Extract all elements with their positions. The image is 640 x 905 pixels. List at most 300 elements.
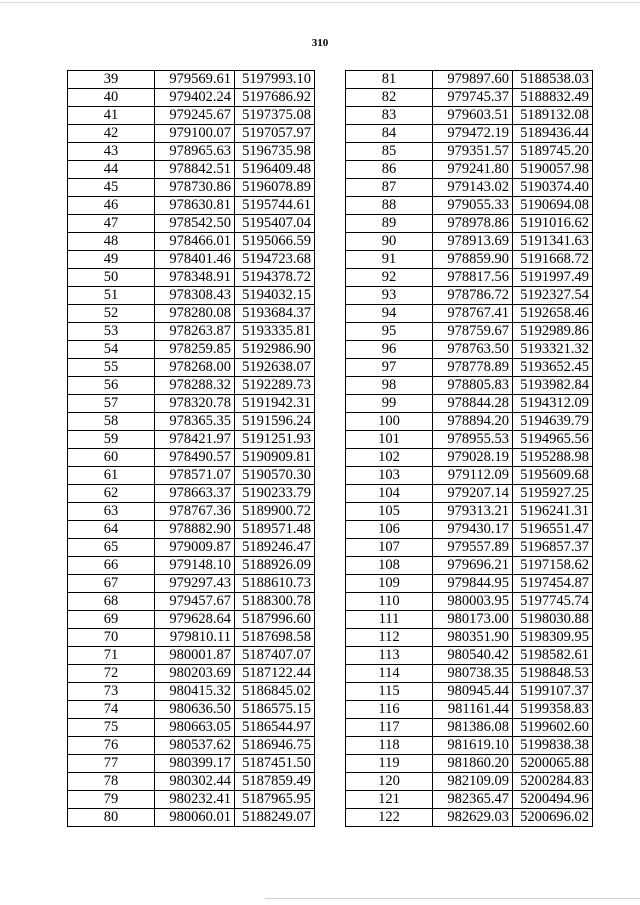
y-coordinate-cell: 5187698.58 <box>235 629 315 647</box>
point-number-cell: 93 <box>346 287 433 305</box>
table-row <box>346 683 593 701</box>
table-row <box>346 773 593 791</box>
y-coordinate-cell: 5199107.37 <box>513 683 593 701</box>
x-coordinate-cell: 978955.53 <box>433 431 513 449</box>
point-number-cell: 75 <box>68 719 155 737</box>
x-coordinate-cell: 978259.85 <box>155 341 235 359</box>
x-coordinate-cell: 978663.37 <box>155 485 235 503</box>
x-coordinate-cell: 978401.46 <box>155 251 235 269</box>
table-row <box>346 503 593 521</box>
point-number-cell: 100 <box>346 413 433 431</box>
table-row <box>68 233 315 251</box>
y-coordinate-cell: 5200284.83 <box>513 773 593 791</box>
table-row <box>346 107 593 125</box>
table-row <box>346 161 593 179</box>
point-number-cell: 76 <box>68 737 155 755</box>
table-row <box>68 323 315 341</box>
table-row <box>346 521 593 539</box>
x-coordinate-cell: 978778.89 <box>433 359 513 377</box>
table-row <box>346 701 593 719</box>
table-row <box>346 287 593 305</box>
y-coordinate-cell: 5192986.90 <box>235 341 315 359</box>
table-row <box>346 755 593 773</box>
table-row <box>346 485 593 503</box>
x-coordinate-cell: 981619.10 <box>433 737 513 755</box>
y-coordinate-cell: 5195288.98 <box>513 449 593 467</box>
y-coordinate-cell: 5191668.72 <box>513 251 593 269</box>
y-coordinate-cell: 5192638.07 <box>235 359 315 377</box>
coordinates-table-left-body <box>68 71 315 827</box>
y-coordinate-cell: 5196409.48 <box>235 161 315 179</box>
y-coordinate-cell: 5190057.98 <box>513 161 593 179</box>
y-coordinate-cell: 5199602.60 <box>513 719 593 737</box>
y-coordinate-cell: 5197057.97 <box>235 125 315 143</box>
table-row <box>346 557 593 575</box>
x-coordinate-cell: 978365.35 <box>155 413 235 431</box>
point-number-cell: 43 <box>68 143 155 161</box>
table-row <box>346 89 593 107</box>
x-coordinate-cell: 979028.19 <box>433 449 513 467</box>
x-coordinate-cell: 980540.42 <box>433 647 513 665</box>
point-number-cell: 48 <box>68 233 155 251</box>
table-row <box>68 197 315 215</box>
x-coordinate-cell: 982109.09 <box>433 773 513 791</box>
point-number-cell: 51 <box>68 287 155 305</box>
x-coordinate-cell: 979351.57 <box>433 143 513 161</box>
table-row <box>346 575 593 593</box>
table-row <box>346 395 593 413</box>
y-coordinate-cell: 5198582.61 <box>513 647 593 665</box>
table-row <box>346 719 593 737</box>
table-row <box>346 449 593 467</box>
x-coordinate-cell: 980351.90 <box>433 629 513 647</box>
y-coordinate-cell: 5189132.08 <box>513 107 593 125</box>
y-coordinate-cell: 5198309.95 <box>513 629 593 647</box>
x-coordinate-cell: 981161.44 <box>433 701 513 719</box>
point-number-cell: 42 <box>68 125 155 143</box>
table-row <box>68 593 315 611</box>
y-coordinate-cell: 5194032.15 <box>235 287 315 305</box>
table-row <box>68 719 315 737</box>
point-number-cell: 115 <box>346 683 433 701</box>
y-coordinate-cell: 5193684.37 <box>235 305 315 323</box>
x-coordinate-cell: 980001.87 <box>155 647 235 665</box>
y-coordinate-cell: 5191016.62 <box>513 215 593 233</box>
y-coordinate-cell: 5193335.81 <box>235 323 315 341</box>
y-coordinate-cell: 5188300.78 <box>235 593 315 611</box>
table-row <box>346 341 593 359</box>
point-number-cell: 41 <box>68 107 155 125</box>
y-coordinate-cell: 5198848.53 <box>513 665 593 683</box>
point-number-cell: 58 <box>68 413 155 431</box>
point-number-cell: 45 <box>68 179 155 197</box>
y-coordinate-cell: 5187965.95 <box>235 791 315 809</box>
table-row <box>68 107 315 125</box>
y-coordinate-cell: 5197993.10 <box>235 71 315 89</box>
x-coordinate-cell: 979628.64 <box>155 611 235 629</box>
y-coordinate-cell: 5191997.49 <box>513 269 593 287</box>
x-coordinate-cell: 980636.50 <box>155 701 235 719</box>
x-coordinate-cell: 982365.47 <box>433 791 513 809</box>
x-coordinate-cell: 978859.90 <box>433 251 513 269</box>
y-coordinate-cell: 5190233.79 <box>235 485 315 503</box>
point-number-cell: 104 <box>346 485 433 503</box>
table-row <box>346 233 593 251</box>
point-number-cell: 80 <box>68 809 155 827</box>
x-coordinate-cell: 978490.57 <box>155 449 235 467</box>
page-number: 310 <box>311 37 329 49</box>
table-row <box>68 143 315 161</box>
x-coordinate-cell: 978978.86 <box>433 215 513 233</box>
x-coordinate-cell: 978767.41 <box>433 305 513 323</box>
x-coordinate-cell: 979569.61 <box>155 71 235 89</box>
y-coordinate-cell: 5197375.08 <box>235 107 315 125</box>
point-number-cell: 50 <box>68 269 155 287</box>
table-row <box>346 143 593 161</box>
x-coordinate-cell: 979897.60 <box>433 71 513 89</box>
y-coordinate-cell: 5197158.62 <box>513 557 593 575</box>
point-number-cell: 81 <box>346 71 433 89</box>
y-coordinate-cell: 5190909.81 <box>235 449 315 467</box>
point-number-cell: 92 <box>346 269 433 287</box>
point-number-cell: 120 <box>346 773 433 791</box>
table-row <box>68 251 315 269</box>
x-coordinate-cell: 978263.87 <box>155 323 235 341</box>
point-number-cell: 77 <box>68 755 155 773</box>
table-row <box>68 161 315 179</box>
y-coordinate-cell: 5189900.72 <box>235 503 315 521</box>
x-coordinate-cell: 980232.41 <box>155 791 235 809</box>
table-row <box>346 647 593 665</box>
point-number-cell: 106 <box>346 521 433 539</box>
y-coordinate-cell: 5194312.09 <box>513 395 593 413</box>
point-number-cell: 87 <box>346 179 433 197</box>
point-number-cell: 98 <box>346 377 433 395</box>
y-coordinate-cell: 5196078.89 <box>235 179 315 197</box>
table-row <box>346 467 593 485</box>
y-coordinate-cell: 5190570.30 <box>235 467 315 485</box>
x-coordinate-cell: 978466.01 <box>155 233 235 251</box>
point-number-cell: 40 <box>68 89 155 107</box>
table-row <box>68 431 315 449</box>
x-coordinate-cell: 979472.19 <box>433 125 513 143</box>
table-row <box>346 539 593 557</box>
x-coordinate-cell: 980399.17 <box>155 755 235 773</box>
table-row <box>346 377 593 395</box>
x-coordinate-cell: 978268.00 <box>155 359 235 377</box>
y-coordinate-cell: 5196551.47 <box>513 521 593 539</box>
x-coordinate-cell: 979207.14 <box>433 485 513 503</box>
point-number-cell: 71 <box>68 647 155 665</box>
y-coordinate-cell: 5189571.48 <box>235 521 315 539</box>
x-coordinate-cell: 980302.44 <box>155 773 235 791</box>
coordinates-table-left <box>67 70 315 827</box>
point-number-cell: 73 <box>68 683 155 701</box>
coordinates-table-right-body <box>346 71 593 827</box>
point-number-cell: 66 <box>68 557 155 575</box>
table-row <box>68 467 315 485</box>
table-row <box>68 701 315 719</box>
y-coordinate-cell: 5193652.45 <box>513 359 593 377</box>
x-coordinate-cell: 980537.62 <box>155 737 235 755</box>
y-coordinate-cell: 5197686.92 <box>235 89 315 107</box>
table-row <box>68 125 315 143</box>
x-coordinate-cell: 979810.11 <box>155 629 235 647</box>
table-row <box>68 629 315 647</box>
point-number-cell: 82 <box>346 89 433 107</box>
table-row <box>68 269 315 287</box>
table-row <box>346 215 593 233</box>
x-coordinate-cell: 978913.69 <box>433 233 513 251</box>
table-row <box>68 737 315 755</box>
x-coordinate-cell: 978571.07 <box>155 467 235 485</box>
point-number-cell: 59 <box>68 431 155 449</box>
point-number-cell: 88 <box>346 197 433 215</box>
point-number-cell: 70 <box>68 629 155 647</box>
table-row <box>346 737 593 755</box>
y-coordinate-cell: 5193321.32 <box>513 341 593 359</box>
table-row <box>346 611 593 629</box>
table-row <box>68 755 315 773</box>
table-row <box>346 125 593 143</box>
x-coordinate-cell: 980663.05 <box>155 719 235 737</box>
x-coordinate-cell: 979696.21 <box>433 557 513 575</box>
table-row <box>346 197 593 215</box>
point-number-cell: 85 <box>346 143 433 161</box>
point-number-cell: 78 <box>68 773 155 791</box>
point-number-cell: 121 <box>346 791 433 809</box>
point-number-cell: 84 <box>346 125 433 143</box>
table-row <box>346 809 593 827</box>
x-coordinate-cell: 981386.08 <box>433 719 513 737</box>
x-coordinate-cell: 978817.56 <box>433 269 513 287</box>
y-coordinate-cell: 5194723.68 <box>235 251 315 269</box>
y-coordinate-cell: 5199838.38 <box>513 737 593 755</box>
x-coordinate-cell: 980415.32 <box>155 683 235 701</box>
y-coordinate-cell: 5187451.50 <box>235 755 315 773</box>
table-row <box>346 593 593 611</box>
y-coordinate-cell: 5192658.46 <box>513 305 593 323</box>
x-coordinate-cell: 982629.03 <box>433 809 513 827</box>
x-coordinate-cell: 978882.90 <box>155 521 235 539</box>
point-number-cell: 64 <box>68 521 155 539</box>
point-number-cell: 55 <box>68 359 155 377</box>
table-row <box>68 791 315 809</box>
point-number-cell: 65 <box>68 539 155 557</box>
table-row <box>68 89 315 107</box>
y-coordinate-cell: 5198030.88 <box>513 611 593 629</box>
point-number-cell: 109 <box>346 575 433 593</box>
table-row <box>68 773 315 791</box>
point-number-cell: 111 <box>346 611 433 629</box>
y-coordinate-cell: 5187407.07 <box>235 647 315 665</box>
x-coordinate-cell: 978844.28 <box>433 395 513 413</box>
point-number-cell: 69 <box>68 611 155 629</box>
y-coordinate-cell: 5186845.02 <box>235 683 315 701</box>
x-coordinate-cell: 979603.51 <box>433 107 513 125</box>
x-coordinate-cell: 978542.50 <box>155 215 235 233</box>
table-row <box>68 647 315 665</box>
y-coordinate-cell: 5187122.44 <box>235 665 315 683</box>
y-coordinate-cell: 5200065.88 <box>513 755 593 773</box>
table-row <box>68 305 315 323</box>
point-number-cell: 103 <box>346 467 433 485</box>
y-coordinate-cell: 5189745.20 <box>513 143 593 161</box>
x-coordinate-cell: 979457.67 <box>155 593 235 611</box>
y-coordinate-cell: 5197454.87 <box>513 575 593 593</box>
table-row <box>346 791 593 809</box>
point-number-cell: 57 <box>68 395 155 413</box>
y-coordinate-cell: 5190694.08 <box>513 197 593 215</box>
y-coordinate-cell: 5195609.68 <box>513 467 593 485</box>
y-coordinate-cell: 5192289.73 <box>235 377 315 395</box>
x-coordinate-cell: 980173.00 <box>433 611 513 629</box>
x-coordinate-cell: 979745.37 <box>433 89 513 107</box>
x-coordinate-cell: 978965.63 <box>155 143 235 161</box>
y-coordinate-cell: 5190374.40 <box>513 179 593 197</box>
point-number-cell: 56 <box>68 377 155 395</box>
x-coordinate-cell: 978894.20 <box>433 413 513 431</box>
point-number-cell: 63 <box>68 503 155 521</box>
table-row <box>68 215 315 233</box>
y-coordinate-cell: 5194378.72 <box>235 269 315 287</box>
x-coordinate-cell: 978280.08 <box>155 305 235 323</box>
table-row <box>346 629 593 647</box>
point-number-cell: 110 <box>346 593 433 611</box>
y-coordinate-cell: 5187996.60 <box>235 611 315 629</box>
point-number-cell: 49 <box>68 251 155 269</box>
point-number-cell: 95 <box>346 323 433 341</box>
table-row <box>68 395 315 413</box>
point-number-cell: 114 <box>346 665 433 683</box>
point-number-cell: 60 <box>68 449 155 467</box>
table-row <box>68 539 315 557</box>
table-row <box>68 683 315 701</box>
point-number-cell: 46 <box>68 197 155 215</box>
point-number-cell: 62 <box>68 485 155 503</box>
x-coordinate-cell: 979148.10 <box>155 557 235 575</box>
x-coordinate-cell: 980060.01 <box>155 809 235 827</box>
x-coordinate-cell: 978759.67 <box>433 323 513 341</box>
x-coordinate-cell: 979313.21 <box>433 503 513 521</box>
table-row <box>68 485 315 503</box>
y-coordinate-cell: 5195066.59 <box>235 233 315 251</box>
point-number-cell: 116 <box>346 701 433 719</box>
y-coordinate-cell: 5189436.44 <box>513 125 593 143</box>
table-row <box>68 179 315 197</box>
point-number-cell: 107 <box>346 539 433 557</box>
x-coordinate-cell: 979430.17 <box>433 521 513 539</box>
x-coordinate-cell: 978288.32 <box>155 377 235 395</box>
y-coordinate-cell: 5186946.75 <box>235 737 315 755</box>
y-coordinate-cell: 5195407.04 <box>235 215 315 233</box>
y-coordinate-cell: 5200494.96 <box>513 791 593 809</box>
x-coordinate-cell: 981860.20 <box>433 755 513 773</box>
x-coordinate-cell: 978630.81 <box>155 197 235 215</box>
point-number-cell: 96 <box>346 341 433 359</box>
x-coordinate-cell: 979297.43 <box>155 575 235 593</box>
table-row <box>346 269 593 287</box>
x-coordinate-cell: 979143.02 <box>433 179 513 197</box>
point-number-cell: 97 <box>346 359 433 377</box>
point-number-cell: 94 <box>346 305 433 323</box>
x-coordinate-cell: 979557.89 <box>433 539 513 557</box>
point-number-cell: 102 <box>346 449 433 467</box>
point-number-cell: 79 <box>68 791 155 809</box>
point-number-cell: 74 <box>68 701 155 719</box>
x-coordinate-cell: 978348.91 <box>155 269 235 287</box>
x-coordinate-cell: 979112.09 <box>433 467 513 485</box>
x-coordinate-cell: 979100.07 <box>155 125 235 143</box>
table-row <box>346 179 593 197</box>
table-row <box>346 431 593 449</box>
table-row <box>68 521 315 539</box>
x-coordinate-cell: 978767.36 <box>155 503 235 521</box>
table-row <box>346 305 593 323</box>
point-number-cell: 83 <box>346 107 433 125</box>
point-number-cell: 105 <box>346 503 433 521</box>
table-row <box>68 377 315 395</box>
x-coordinate-cell: 978763.50 <box>433 341 513 359</box>
table-row <box>68 557 315 575</box>
point-number-cell: 91 <box>346 251 433 269</box>
point-number-cell: 44 <box>68 161 155 179</box>
x-coordinate-cell: 980003.95 <box>433 593 513 611</box>
point-number-cell: 72 <box>68 665 155 683</box>
x-coordinate-cell: 979844.95 <box>433 575 513 593</box>
y-coordinate-cell: 5195927.25 <box>513 485 593 503</box>
coordinates-table-right <box>345 70 593 827</box>
x-coordinate-cell: 980203.69 <box>155 665 235 683</box>
x-coordinate-cell: 979241.80 <box>433 161 513 179</box>
point-number-cell: 47 <box>68 215 155 233</box>
point-number-cell: 68 <box>68 593 155 611</box>
y-coordinate-cell: 5188610.73 <box>235 575 315 593</box>
y-coordinate-cell: 5186575.15 <box>235 701 315 719</box>
table-row <box>346 359 593 377</box>
y-coordinate-cell: 5197745.74 <box>513 593 593 611</box>
x-coordinate-cell: 978730.86 <box>155 179 235 197</box>
y-coordinate-cell: 5188249.07 <box>235 809 315 827</box>
y-coordinate-cell: 5188538.03 <box>513 71 593 89</box>
point-number-cell: 122 <box>346 809 433 827</box>
y-coordinate-cell: 5199358.83 <box>513 701 593 719</box>
y-coordinate-cell: 5186544.97 <box>235 719 315 737</box>
point-number-cell: 86 <box>346 161 433 179</box>
table-row <box>346 665 593 683</box>
y-coordinate-cell: 5193982.84 <box>513 377 593 395</box>
point-number-cell: 54 <box>68 341 155 359</box>
table-row <box>346 413 593 431</box>
table-row <box>68 359 315 377</box>
point-number-cell: 52 <box>68 305 155 323</box>
y-coordinate-cell: 5191341.63 <box>513 233 593 251</box>
x-coordinate-cell: 980945.44 <box>433 683 513 701</box>
table-row <box>68 413 315 431</box>
table-row <box>68 341 315 359</box>
point-number-cell: 101 <box>346 431 433 449</box>
y-coordinate-cell: 5191251.93 <box>235 431 315 449</box>
point-number-cell: 61 <box>68 467 155 485</box>
point-number-cell: 108 <box>346 557 433 575</box>
y-coordinate-cell: 5188926.09 <box>235 557 315 575</box>
point-number-cell: 99 <box>346 395 433 413</box>
x-coordinate-cell: 979055.33 <box>433 197 513 215</box>
y-coordinate-cell: 5187859.49 <box>235 773 315 791</box>
point-number-cell: 39 <box>68 71 155 89</box>
table-row <box>68 809 315 827</box>
table-row <box>68 611 315 629</box>
